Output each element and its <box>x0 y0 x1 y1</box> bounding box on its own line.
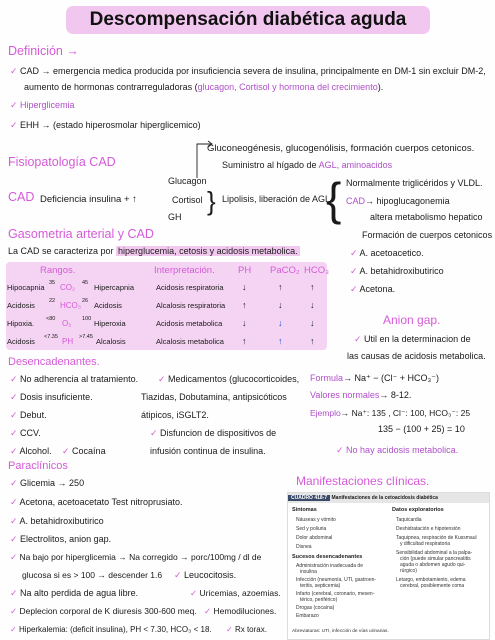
para-rx: Rx torax. <box>234 625 267 634</box>
fisio-deficiencia: Deficiencia insulina + ↑ <box>40 194 137 205</box>
fisio-glucagon: Glucagon <box>168 176 207 186</box>
check-icon: ✓ <box>10 446 20 456</box>
manif-suceso: térico, periférico) <box>300 597 338 603</box>
fisio-suministro: Suministro al hígado de <box>222 160 319 170</box>
desen-item: CCV. <box>20 428 41 438</box>
para-hemo: Hemodiluciones. <box>213 606 277 616</box>
fisio-cortisol: Cortisol <box>172 195 203 205</box>
manif-abrev: Abreviaturas: UTI, infección de vías urinarias. <box>292 629 389 634</box>
col-hco3: HCO₃ <box>304 265 329 276</box>
manif-table-title: Manifestaciones de la cetoacidosis diabética <box>331 495 438 501</box>
anion-heading: Anion gap. <box>383 313 441 327</box>
definicion-line2a: aumento de hormonas contrarreguladoras ( <box>24 82 198 92</box>
anion-l1: Util en la determinacion de <box>364 334 471 344</box>
manif-table-header <box>288 493 489 503</box>
rango-high: 26 <box>82 298 89 304</box>
gaso-table <box>6 262 327 350</box>
interp-hco3: ↑ <box>310 336 315 346</box>
definicion-hiperglicemia: Hiperglicemia <box>20 100 75 110</box>
check-icon: ✓ <box>10 100 21 110</box>
interp-label: Acidosis metabolica <box>156 319 223 328</box>
check-icon: ✓ <box>190 588 200 598</box>
desen-med2: Tiazidas, Dobutamina, antipsicóticos <box>141 392 287 402</box>
check-icon: ✓ <box>354 334 365 344</box>
check-icon: ✓ <box>336 445 347 455</box>
manif-sintoma: Dolor abdominal <box>296 535 333 541</box>
rango-right: Alcalosis <box>96 337 126 346</box>
check-icon: ✓ <box>10 120 21 130</box>
para-item: Na bajo por hiperglicemia → Na corregido → porc/100mg / dl de <box>19 552 262 562</box>
brace-icon: } <box>207 186 216 216</box>
check-icon: ✓ <box>62 446 73 456</box>
branch-arrow-icon <box>195 140 215 180</box>
check-icon: ✓ <box>10 428 21 438</box>
manif-suceso: Infarto (cerebral, coronario, mesen- <box>296 591 375 597</box>
fisio-r7: Acetona. <box>359 284 396 294</box>
fisio-cad: CAD <box>8 190 35 204</box>
anion-ej2: 135 − (100 + 25) = 10 <box>378 424 465 434</box>
manif-suceso: teritis, septicemia) <box>300 583 341 589</box>
manif-dato: Sensibilidad abdominal a la palpa- <box>396 550 473 556</box>
manif-dato: ción (puede simular pancreatitis <box>400 556 471 562</box>
para-item: Hiperkalemia: (deficit insulina), PH < 7.30, HCO₃ < 18. <box>18 625 212 634</box>
anion-normal: → 8-12. <box>379 390 412 400</box>
manif-dato: Deshidratación e hipotensión <box>396 526 461 532</box>
check-icon: ✓ <box>204 606 214 616</box>
rango-low: 35 <box>49 280 56 286</box>
para-uricemia: Uricemias, azoemias. <box>199 588 281 598</box>
fisio-r2a: CAD <box>346 196 366 206</box>
desen-heading: Desencadenantes. <box>8 356 100 368</box>
interp-hco3: ↓ <box>310 300 315 310</box>
rango-high: 100 <box>82 316 92 322</box>
fisio-r1: Normalmente triglicéridos y VLDL. <box>346 178 483 188</box>
manif-sintoma: Náuseas y vómito <box>296 517 336 523</box>
fisio-gluco: Gluconeogénesis, glucogenólisis, formación cuerpos cetonicos. <box>207 143 475 154</box>
anion-formula: → Na⁺ − (Cl⁻ + HCO₃⁻) <box>343 373 439 383</box>
manif-dato: Letargo, embotamiento, edema <box>396 577 466 583</box>
interp-label: Alcalosis metabolica <box>156 337 224 346</box>
fisio-r2b: → hipoglucagonemia <box>365 196 450 206</box>
interp-hco3: ↑ <box>310 282 315 292</box>
rango-high: 45 <box>82 280 89 286</box>
rango-left: Hipocapnia <box>7 283 45 292</box>
desen-alcohol: Alcohol. <box>19 446 52 456</box>
manif-dato: Taquicardia <box>396 517 422 523</box>
interp-ph: ↓ <box>242 318 247 328</box>
manif-dato: rúrgico) <box>400 568 417 574</box>
interp-label: Acidosis respiratoria <box>156 283 224 292</box>
check-icon: ✓ <box>350 284 360 294</box>
rango-low: 22 <box>49 298 56 304</box>
rango-left: Hipoxia. <box>7 319 35 328</box>
manif-sucesos-head: Sucesos desencadenantes <box>292 554 363 560</box>
desen-med3: átipicos, iSGLT2. <box>141 410 209 420</box>
rango-right: Hiperoxia <box>94 319 126 328</box>
rango-left: Acidosis <box>7 337 35 346</box>
check-icon: ✓ <box>350 248 360 258</box>
check-icon: ✓ <box>10 606 20 616</box>
manif-table <box>287 492 490 640</box>
definicion-hormones: glucagon, Cortisol y hormona del crecimiento <box>197 82 378 92</box>
manif-col2: Datos exploratorios <box>392 507 444 513</box>
check-icon: ✓ <box>350 266 360 276</box>
manif-dato: y dificultad respiratoria <box>400 541 451 547</box>
para-item: glucosa si es > 100 → descender 1.6 <box>22 570 163 580</box>
rango-left: Acidosis <box>7 301 35 310</box>
check-icon: ✓ <box>10 478 21 488</box>
anion-l2: las causas de acidosis metabolica. <box>347 351 486 361</box>
anion-ej1: → Na⁺: 135 , Cl⁻: 100, HCO₃⁻: 25 <box>340 408 471 418</box>
fisio-r4: Formación de cuerpos cetonicos <box>362 230 493 240</box>
para-heading: Paraclínicos <box>8 460 68 472</box>
definicion-ehh: EHH → (estado hiperosmolar hiperglicemico) <box>20 120 201 130</box>
manif-suceso: Embarazo <box>296 613 319 619</box>
page-title: Descompensación diabética aguda <box>66 6 430 34</box>
definicion-heading: Definición → <box>8 44 79 58</box>
fisio-heading: Fisiopatología CAD <box>8 155 116 169</box>
interp-ph: ↑ <box>242 300 247 310</box>
manif-sintoma: Disnea <box>296 544 312 550</box>
check-icon: ✓ <box>226 625 235 634</box>
rango-low: <80 <box>46 316 56 322</box>
col-ph: PH <box>238 265 252 276</box>
rango-low: <7.35 <box>44 334 58 340</box>
para-item: Acetona, acetoacetato Test nitroprusiato. <box>19 497 183 507</box>
manif-heading: Manifestaciones clínicas. <box>296 474 430 488</box>
manif-suceso: Infección (neumonía, UTI, gastroen- <box>296 577 377 583</box>
gaso-heading: Gasometria arterial y CAD <box>8 227 154 241</box>
anion-formula-label: Formula <box>310 373 344 383</box>
desen-disf1: Disfuncion de dispositivos de <box>160 428 277 438</box>
rango-param: HCO₃ <box>60 301 82 310</box>
para-item: Electrolitos, anion gap. <box>20 534 112 544</box>
interp-ph: ↓ <box>242 282 247 292</box>
interp-paco2: ↓ <box>278 318 283 328</box>
rango-param: CO₂ <box>60 283 76 292</box>
desen-item: Debut. <box>20 410 47 420</box>
fisio-r3: altera metabolismo hepatico <box>370 212 483 222</box>
rango-param: PH <box>62 337 74 346</box>
anion-ej-label: Ejemplo <box>310 408 341 418</box>
desen-item: No adherencia al tratamiento. <box>20 374 139 384</box>
para-leucocitosis: Leucocitosis. <box>184 570 237 580</box>
manif-col1: Síntomas <box>292 507 317 513</box>
manif-sintoma: Sed y poliuria <box>296 526 327 532</box>
interp-paco2: ↓ <box>278 300 283 310</box>
check-icon: ✓ <box>10 66 21 76</box>
fisio-r5: A. acetoacetico. <box>359 248 424 258</box>
desen-cocaina: Cocaína <box>72 446 106 456</box>
desen-disf2: infusión continua de insulina. <box>150 446 266 456</box>
interp-ph: ↑ <box>242 336 247 346</box>
fisio-r6: A. betahidroxibutirico <box>359 266 444 276</box>
definicion-line1: CAD → emergencia medica producida por insuficiencia severa de insulina, principalmente en DM-1 sin excluir DM-2, <box>20 66 486 76</box>
check-icon: ✓ <box>10 625 19 634</box>
para-item: Glicemia → 250 <box>20 478 85 488</box>
rango-right: Hipercapnia <box>94 283 135 292</box>
gaso-intro: La CAD se caracteriza por <box>8 246 117 256</box>
check-icon: ✓ <box>10 552 20 562</box>
check-icon: ✓ <box>10 392 21 402</box>
rango-param: O₂ <box>62 319 72 328</box>
anion-ej3: No hay acidosis metabolica. <box>346 445 459 455</box>
check-icon: ✓ <box>174 570 185 580</box>
desen-item: Dosis insuficiente. <box>20 392 93 402</box>
rango-right: Acidosis <box>94 301 122 310</box>
manif-suceso: Drogas (cocaína) <box>296 605 335 611</box>
manif-suceso: Administración inadecuada de <box>296 563 363 569</box>
anion-normal-label: Valores normales <box>310 390 380 400</box>
interp-paco2: ↑ <box>278 336 283 346</box>
check-icon: ✓ <box>158 374 169 384</box>
interp-paco2: ↑ <box>278 282 283 292</box>
interp-label: Alcalosis respiratoria <box>156 301 226 310</box>
interp-head: Interpretación. <box>154 265 215 276</box>
check-icon: ✓ <box>10 497 20 507</box>
para-item: Na alto perdida de agua libre. <box>20 588 139 598</box>
para-item: Deplecion corporal de K diuresis 300-600 meq. <box>19 606 197 616</box>
manif-suceso: insulina <box>300 569 317 575</box>
check-icon: ✓ <box>150 428 161 438</box>
gaso-intro-highlight: hiperglucemia, cetosis y acidosis metabolica. <box>118 246 298 256</box>
manif-dato: aguda o abdomen agudo qui- <box>400 562 466 568</box>
fisio-lipolisis: Lipolisis, liberación de AGL <box>222 194 331 204</box>
check-icon: ✓ <box>10 534 21 544</box>
brace-icon: { <box>326 173 342 225</box>
rango-high: >7.45 <box>79 334 93 340</box>
para-item: A. betahidroxibutirico <box>19 516 104 526</box>
col-paco2: PaCO₂ <box>270 265 300 276</box>
interp-hco3: ↓ <box>310 318 315 328</box>
fisio-agl: AGL, aminoacidos <box>318 160 393 170</box>
check-icon: ✓ <box>10 374 21 384</box>
manif-dato: Taquipnea, respiración de Kussmaul <box>396 535 477 541</box>
manif-dato: cerebral, posiblemente coma <box>400 583 465 589</box>
fisio-gh: GH <box>168 212 182 222</box>
check-icon: ✓ <box>10 516 20 526</box>
check-icon: ✓ <box>10 410 21 420</box>
check-icon: ✓ <box>10 588 21 598</box>
desen-med1: Medicamentos (glucocorticoides, <box>168 374 300 384</box>
definicion-line2c: ). <box>377 82 384 92</box>
rangos-head: Rangos. <box>40 265 76 276</box>
manif-badge: CUADRO 418-7 <box>288 495 330 501</box>
